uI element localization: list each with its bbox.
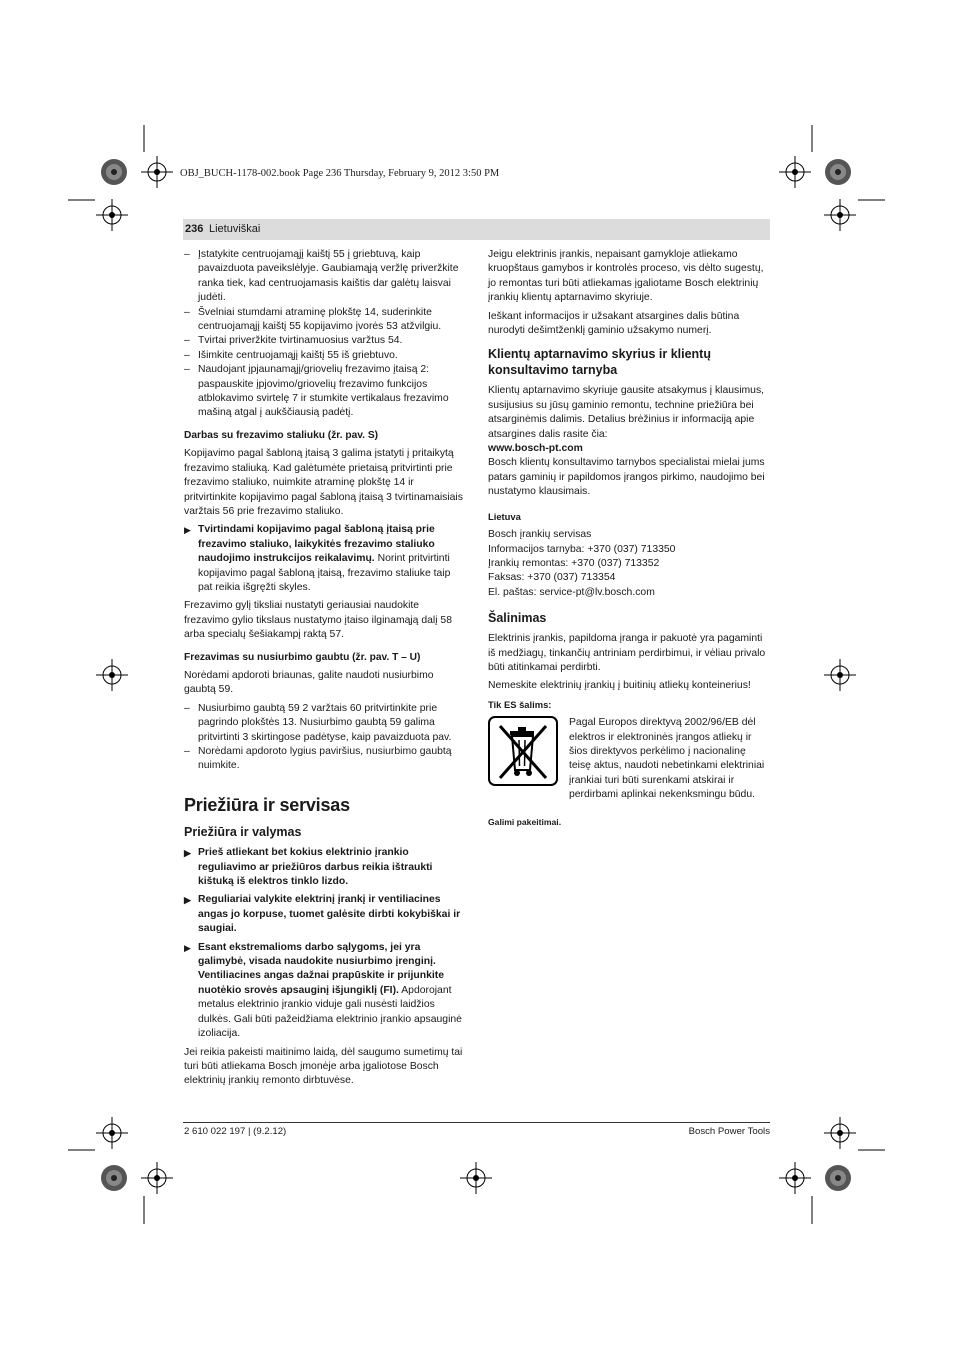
- warning-bold: Esant ekstremalioms darbo sąlygoms, jei yra galimybė, visada naudokite nusiurbimo įrenginį. Ventiliacines angas dažnai prapūskite ir prijunkite nuotėkio srovės apsauginį išjungiklį (FI).: [198, 941, 444, 996]
- hood-paragraph: Norėdami apdoroti briaunas, galite naudoti nusiurbimo gaubtą 59.: [184, 669, 434, 696]
- warning-item: [184, 941, 466, 1042]
- eu-paragraph: Pagal Europos direktyvą 2002/96/EB dėl elektros ir elektroninės įrangos atliekų ir šios direktyvos perkėlimo į nacionalinę teisę aktus, naudoti nebetinkami elektriniai įrankiai turi būti surenkami atskirai ir perdirbami aplinkai nekenksmingu būdu.: [569, 717, 765, 801]
- page-number: 236: [185, 223, 204, 235]
- order-paragraph: Ieškant informacijos ir užsakant atsargines dalis būtina nurodyti dešimtženklį gaminio užsakymo numerį.: [488, 310, 740, 337]
- address-line: Informacijos tarnyba: +370 (037) 713350: [488, 543, 676, 555]
- print-header: OBJ_BUCH-1178-002.book Page 236 Thursday, February 9, 2012 3:50 PM: [180, 168, 500, 179]
- left-column: [184, 248, 466, 1093]
- address-line: Faksas: +370 (037) 713354: [488, 572, 616, 584]
- step-item: – Nusiurbimo gaubtą 59 2 varžtais 60 pritvirtinkite prie pagrindo plokštės 13. Nusiurbimo gaubtą 59 galima pritvirtinti 3 skirtingose padėtyse, kaip pavaizduota pav.: [184, 702, 466, 745]
- step-item: – Švelniai stumdami atraminę plokštę 14, suderinkite centruojamąjį kaištį 55 kopijavimo įvorės 53 atžvilgiu.: [184, 306, 466, 335]
- warning-item: [184, 523, 466, 595]
- step-item: – Išimkite centruojamąjį kaištį 55 iš griebtuvo.: [184, 349, 466, 363]
- service-heading: Klientų aptarnavimo skyrius ir klientų konsultavimo tarnyba: [488, 347, 711, 378]
- footer-brand: Bosch Power Tools: [688, 1126, 770, 1137]
- address-line: Bosch įrankių servisas: [488, 529, 592, 541]
- warning-text: Norint pritvirtinti kopijavimo pagal šabloną įtaisą, frezavimo staliuke taip pat reikia išgręžti skyles.: [198, 553, 451, 593]
- section-heading-template: Darbas su frezavimo staliuku (žr. pav. S): [184, 429, 379, 441]
- page-header-band: [183, 219, 770, 240]
- country-label: Lietuva: [488, 510, 521, 522]
- footer-rule: [183, 1122, 770, 1123]
- language-label: Lietuviškai: [209, 223, 261, 235]
- disposal-paragraph: Elektrinis įrankis, papildoma įranga ir pakuotė yra pagaminti iš medžiagų, tinkančių antriniam perdirbimui, ir vėliau privalo būti atitinkamai perdirbti.: [488, 633, 766, 673]
- weee-block: [488, 716, 770, 802]
- crossed-bin-icon: [488, 716, 558, 786]
- section-heading-hood: Frezavimas su nusiurbimo gaubtu (žr. pav. T – U): [184, 651, 421, 663]
- subsection-title: Priežiūra ir valymas: [184, 825, 302, 840]
- step-item: – Norėdami apdoroto lygius paviršius, nusiurbimo gaubtą nuimkite.: [184, 745, 466, 774]
- section-title: Priežiūra ir servisas: [184, 794, 350, 815]
- cable-paragraph: Jei reikia pakeisti maitinimo laidą, dėl saugumo sumetimų tai turi būti atliekama Bosch įmonėje arba įgaliotose Bosch elektrinių įrankių remonto dirbtuvėse.: [184, 1046, 463, 1087]
- address-line: Įrankių remontas: +370 (037) 713352: [488, 557, 660, 569]
- warning-item: [184, 893, 466, 936]
- depth-paragraph: Frezavimo gylį tiksliai nustatyti geriausiai naudokite frezavimo gylio tikslaus nustatymo įtaiso ilginamąją dalį 58 arba specialų šešiakampį raktą 57.: [184, 600, 452, 641]
- warning-item: [184, 846, 466, 889]
- step-item: – Įstatykite centruojamąjį kaištį 55 į griebtuvą, kaip pavaizduota paveikslėlyje. Gaubiamąją veržlę priveržkite ranka tiek, kad centruojamasis kaištis dar galėtų laisvai judėti.: [184, 248, 466, 306]
- triangle-bullet-icon: ▶: [184, 525, 191, 536]
- warning-text: Apdorojant metalus elektrinio įrankio viduje gali nusėsti laidžios dulkės. Gali būti pažeidžiama elektrinio įrankio apsauginė izoliacija.: [198, 984, 462, 1040]
- warning-bold: Prieš atliekant bet kokius elektrinio įrankio reguliavimo ar priežiūros darbus reikia ištraukti kištuką iš elektros tinklo lizdo.: [198, 847, 433, 888]
- service-paragraph: Klientų aptarnavimo skyriuje gausite atsakymus į klausimus, susijusius su jūsų gaminio remontu, technine priežiūra bei atsarginėmis dalimis. Detalius brėžinius ir informaciją apie atsargines dalis rasite čia:: [488, 385, 765, 440]
- changes-note: Galimi pakeitimai.: [488, 816, 562, 827]
- website-link[interactable]: www.bosch-pt.com: [488, 443, 583, 455]
- right-column: [488, 248, 770, 833]
- triangle-bullet-icon: ▶: [184, 895, 191, 906]
- disposal-heading: Šalinimas: [488, 611, 547, 626]
- triangle-bullet-icon: ▶: [184, 942, 191, 953]
- footer-doc-number: 2 610 022 197 | (9.2.12): [184, 1126, 287, 1137]
- template-paragraph: Kopijavimo pagal šabloną įtaisą 3 galima įstatyti į pritaikytą frezavimo staliuką. Kad galėtumėte prietaisą pritvirtinti prie frezavimo staliuko, nuimkite atraminę plokštę 14 ir pritvirtinkite kopijavimo pagal šabloną įtaisą 3 tvirtinamaisiais varžtais 56 prie frezavimo staliuko.: [184, 448, 463, 517]
- eu-label: Tik ES šalims:: [488, 698, 552, 710]
- email-line[interactable]: El. paštas: service-pt@lv.bosch.com: [488, 586, 655, 598]
- triangle-bullet-icon: ▶: [184, 848, 191, 859]
- warning-bold: Reguliariai valykite elektrinį įrankį ir ventiliacines angas jo korpuse, tuomet galėsite dirbti kokybiškai ir saugiai.: [198, 894, 461, 935]
- step-item: – Tvirtai priveržkite tvirtinamuosius varžtus 54.: [184, 334, 466, 348]
- trash-paragraph: Nemeskite elektrinių įrankių į buitinių atliekų konteinerius!: [488, 680, 751, 692]
- step-item: – Naudojant įpjaunamąjį/griovelių frezavimo įtaisą 2: paspauskite įpjovimo/griovelių frezavimo funkcijos atblokavimo svirtelę 7 ir stumkite vertikalaus frezavimo mašiną atgal į aukščiausią padėtį.: [184, 363, 466, 421]
- warning-bold: Tvirtindami kopijavimo pagal šabloną įtaisą prie frezavimo staliuko, laikykitės frezavimo staliuko naudojimo instrukcijos reikalavimų.: [198, 524, 435, 565]
- repair-paragraph: Jeigu elektrinis įrankis, nepaisant gamykloje atliekamo kruopštaus gamybos ir kontrolės proceso, vis dėlto sugestų, jo remontas turi būti atliekamas įgaliotame Bosch elektrinių įrankių klientų aptarnavimo skyriuje.: [488, 249, 764, 304]
- consult-paragraph: Bosch klientų konsultavimo tarnybos specialistai mielai jums patars gaminių ir papildomos įrangos pirkimo, naudojimo bei nustatymo klausimais.: [488, 457, 765, 498]
